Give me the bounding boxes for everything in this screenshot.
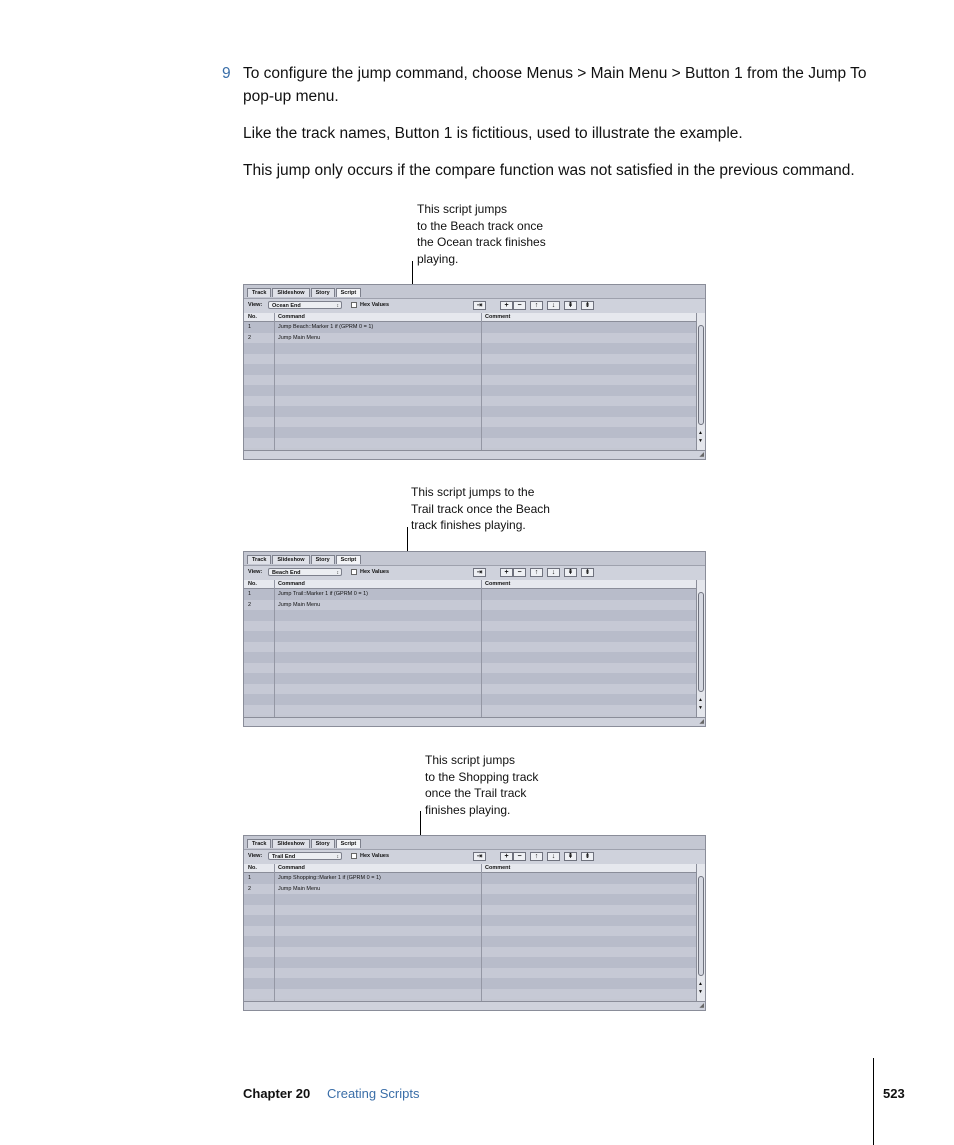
vertical-scrollbar[interactable]: [696, 580, 705, 718]
move-up-button[interactable]: ↑: [530, 852, 543, 861]
table-row-empty[interactable]: [244, 905, 698, 916]
view-label: View:: [248, 302, 263, 308]
vertical-scrollbar[interactable]: [696, 313, 705, 451]
table-row-empty[interactable]: [244, 663, 698, 674]
table-row-empty[interactable]: [244, 364, 698, 375]
table-row-empty[interactable]: [244, 652, 698, 663]
table-row-empty[interactable]: [244, 642, 698, 653]
paragraph-2: This jump only occurs if the compare function was not satisfied in the previous command.: [243, 162, 855, 179]
add-button[interactable]: +: [500, 568, 513, 577]
insert-button[interactable]: ⇥: [473, 852, 486, 861]
table-header: [244, 313, 698, 322]
tab-story[interactable]: Story: [311, 839, 335, 848]
table-rows: [244, 873, 698, 999]
view-popup-value: Beach End: [272, 570, 301, 576]
table-row[interactable]: [244, 333, 698, 344]
script-editor-panel: [243, 284, 706, 460]
move-down-button[interactable]: ↓: [547, 301, 560, 310]
move-up-button[interactable]: ↑: [530, 301, 543, 310]
footer-chapter-title: Creating Scripts: [327, 1086, 420, 1101]
hex-values-checkbox[interactable]: [351, 302, 357, 308]
scroll-up-icon[interactable]: ▲: [698, 981, 703, 987]
script-editor-panel: [243, 835, 706, 1011]
move-up-button[interactable]: ↑: [530, 568, 543, 577]
script-editor-panel: [243, 551, 706, 727]
callout-trail-end: This script jumps to the Shopping track once the Trail track finishes playing.: [425, 753, 539, 818]
row-number: 2: [248, 601, 252, 608]
tab-bar: [247, 839, 362, 849]
table-row-empty[interactable]: [244, 396, 698, 407]
table-row-empty[interactable]: [244, 673, 698, 684]
view-popup[interactable]: [268, 301, 342, 309]
col-no-header[interactable]: No.: [248, 865, 257, 871]
table-row-empty[interactable]: [244, 438, 698, 449]
table-row-empty[interactable]: [244, 915, 698, 926]
scroll-down-icon[interactable]: ▼: [698, 705, 703, 711]
table-row-empty[interactable]: [244, 631, 698, 642]
scroll-thumb[interactable]: [698, 325, 704, 425]
table-row-empty[interactable]: [244, 375, 698, 386]
view-label: View:: [248, 853, 263, 859]
table-header: [244, 864, 698, 873]
scroll-up-icon[interactable]: ▲: [698, 697, 703, 703]
insert-button[interactable]: ⇥: [473, 568, 486, 577]
hex-values-label: Hex Values: [360, 853, 390, 859]
col-no-header[interactable]: No.: [248, 314, 257, 320]
add-button[interactable]: +: [500, 852, 513, 861]
move-bottom-button[interactable]: ⇟: [581, 301, 594, 310]
add-button[interactable]: +: [500, 301, 513, 310]
table-row-empty[interactable]: [244, 343, 698, 354]
table-row-empty[interactable]: [244, 968, 698, 979]
move-bottom-button[interactable]: ⇟: [581, 852, 594, 861]
script-toolbar: [244, 849, 705, 864]
column-divider: [274, 580, 275, 718]
table-row[interactable]: [244, 873, 698, 884]
table-row-empty[interactable]: [244, 406, 698, 417]
table-row-empty[interactable]: [244, 978, 698, 989]
page-number: 523: [883, 1086, 905, 1101]
move-down-button[interactable]: ↓: [547, 568, 560, 577]
paragraph-1: Like the track names, Button 1 is fictitious, used to illustrate the example.: [243, 125, 743, 142]
move-top-button[interactable]: ⇞: [564, 568, 577, 577]
table-row-empty[interactable]: [244, 894, 698, 905]
command-table: [244, 313, 698, 451]
table-row-empty[interactable]: [244, 427, 698, 438]
popup-arrows-icon: ↕: [336, 570, 339, 576]
col-no-header[interactable]: No.: [248, 581, 257, 587]
remove-button[interactable]: −: [513, 568, 526, 577]
col-command-header[interactable]: Command: [278, 581, 305, 587]
insert-button[interactable]: ⇥: [473, 301, 486, 310]
resize-grip-icon[interactable]: ◢: [699, 452, 704, 458]
row-command: Jump Shopping::Marker 1 if (GPRM 0 = 1): [278, 875, 381, 881]
hex-values-checkbox[interactable]: [351, 569, 357, 575]
tab-track[interactable]: Track: [247, 288, 271, 297]
step-text: To configure the jump command, choose Menus > Main Menu > Button 1 from the Jump To pop-up menu.: [243, 65, 867, 105]
popup-arrows-icon: ↕: [336, 854, 339, 860]
script-toolbar: [244, 298, 705, 313]
tab-track[interactable]: Track: [247, 839, 271, 848]
view-popup-value: Ocean End: [272, 303, 301, 309]
tab-story[interactable]: Story: [311, 555, 335, 564]
hex-values-label: Hex Values: [360, 569, 390, 575]
tab-slideshow[interactable]: Slideshow: [272, 288, 309, 297]
scroll-thumb[interactable]: [698, 876, 704, 976]
step-number: 9: [222, 65, 231, 82]
row-command: Jump Main Menu: [278, 885, 321, 892]
view-popup[interactable]: [268, 568, 342, 576]
row-number: 1: [248, 875, 252, 881]
table-row-empty[interactable]: [244, 621, 698, 632]
footer-divider: [873, 1058, 874, 1145]
table-row[interactable]: [244, 884, 698, 895]
row-command: Jump Main Menu: [278, 334, 321, 341]
table-row-empty[interactable]: [244, 385, 698, 396]
table-row[interactable]: [244, 322, 698, 333]
table-rows: [244, 322, 698, 448]
resize-grip-icon[interactable]: ◢: [699, 1003, 704, 1009]
move-bottom-button[interactable]: ⇟: [581, 568, 594, 577]
column-divider: [481, 313, 482, 451]
column-divider: [481, 580, 482, 718]
popup-arrows-icon: ↕: [336, 303, 339, 309]
tab-script[interactable]: Script: [336, 839, 362, 848]
view-label: View:: [248, 569, 263, 575]
tab-track[interactable]: Track: [247, 555, 271, 564]
command-table: [244, 580, 698, 718]
move-down-button[interactable]: ↓: [547, 852, 560, 861]
remove-button[interactable]: −: [513, 852, 526, 861]
column-divider: [274, 313, 275, 451]
tab-slideshow[interactable]: Slideshow: [272, 839, 309, 848]
horizontal-scrollbar[interactable]: [244, 1001, 705, 1010]
scroll-down-icon[interactable]: ▼: [698, 438, 703, 444]
hex-values-label: Hex Values: [360, 302, 390, 308]
tab-bar: [247, 555, 362, 565]
table-row[interactable]: [244, 589, 698, 600]
scroll-down-icon[interactable]: ▼: [698, 989, 703, 995]
table-row[interactable]: [244, 600, 698, 611]
callout-beach-end: This script jumps to the Trail track once the Beach track finishes playing.: [411, 485, 550, 533]
table-row-empty[interactable]: [244, 684, 698, 695]
table-rows: [244, 589, 698, 715]
row-number: 2: [248, 885, 252, 892]
script-toolbar: [244, 565, 705, 580]
tab-script[interactable]: Script: [336, 288, 362, 297]
table-row-empty[interactable]: [244, 936, 698, 947]
command-table: [244, 864, 698, 1002]
table-row-empty[interactable]: [244, 610, 698, 621]
tab-slideshow[interactable]: Slideshow: [272, 555, 309, 564]
view-popup[interactable]: [268, 852, 342, 860]
resize-grip-icon[interactable]: ◢: [699, 719, 704, 725]
tab-bar: [247, 288, 362, 298]
table-row-empty[interactable]: [244, 947, 698, 958]
remove-button[interactable]: −: [513, 301, 526, 310]
scroll-thumb[interactable]: [698, 592, 704, 692]
horizontal-scrollbar[interactable]: [244, 450, 705, 459]
row-number: 2: [248, 334, 252, 341]
view-popup-value: Trail End: [272, 854, 296, 860]
table-row-empty[interactable]: [244, 694, 698, 705]
table-row-empty[interactable]: [244, 417, 698, 428]
table-row-empty[interactable]: [244, 926, 698, 937]
table-row-empty[interactable]: [244, 957, 698, 968]
row-command: Jump Main Menu: [278, 601, 321, 608]
row-command: Jump Trail::Marker 1 if (GPRM 0 = 1): [278, 591, 369, 597]
scroll-up-icon[interactable]: ▲: [698, 430, 703, 436]
tab-story[interactable]: Story: [311, 288, 335, 297]
col-comment-header[interactable]: Comment: [485, 581, 511, 587]
horizontal-scrollbar[interactable]: [244, 717, 705, 726]
row-number: 1: [248, 324, 252, 330]
move-top-button[interactable]: ⇞: [564, 852, 577, 861]
col-command-header[interactable]: Command: [278, 865, 305, 871]
table-header: [244, 580, 698, 589]
callout-ocean-end: This script jumps to the Beach track once the Ocean track finishes playing.: [417, 202, 546, 267]
table-row-empty[interactable]: [244, 354, 698, 365]
hex-values-checkbox[interactable]: [351, 853, 357, 859]
column-divider: [481, 864, 482, 1002]
row-command: Jump Beach::Marker 1 if (GPRM 0 = 1): [278, 324, 374, 330]
table-row-empty[interactable]: [244, 989, 698, 1000]
col-comment-header[interactable]: Comment: [485, 865, 511, 871]
col-comment-header[interactable]: Comment: [485, 314, 511, 320]
column-divider: [274, 864, 275, 1002]
vertical-scrollbar[interactable]: [696, 864, 705, 1002]
row-number: 1: [248, 591, 252, 597]
col-command-header[interactable]: Command: [278, 314, 305, 320]
table-row-empty[interactable]: [244, 705, 698, 716]
footer-chapter: Chapter 20: [243, 1086, 311, 1101]
tab-script[interactable]: Script: [336, 555, 362, 564]
move-top-button[interactable]: ⇞: [564, 301, 577, 310]
